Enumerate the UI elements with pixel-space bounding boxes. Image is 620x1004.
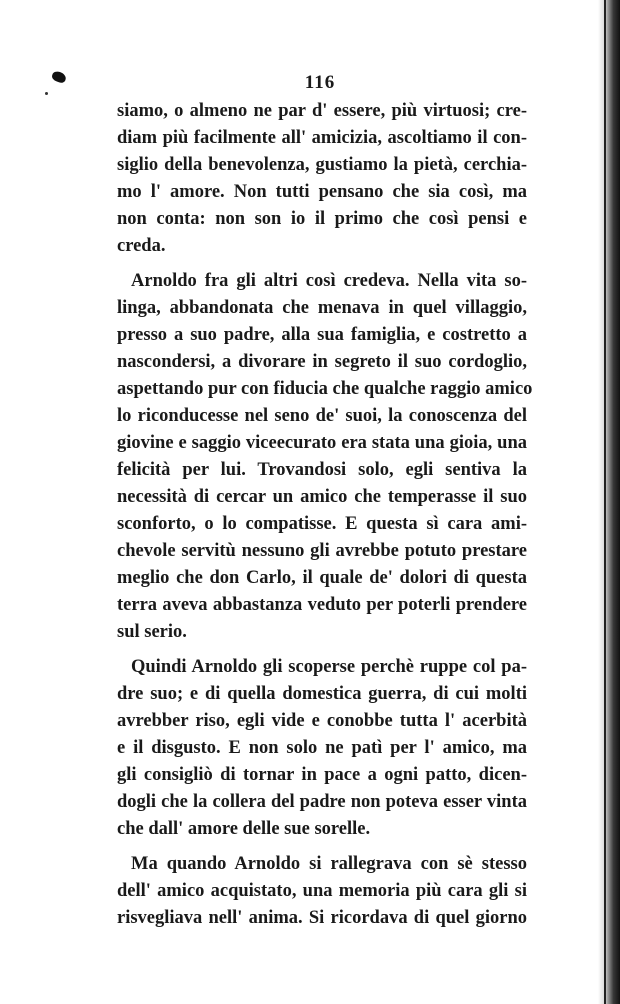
- text-line: dre suo; e di quella domestica guerra, di cui molti: [117, 684, 527, 704]
- text-line: sconforto, o lo compatisse. E questa sì cara ami-: [117, 514, 527, 534]
- text-line: che dall' amore delle sue sorelle.: [117, 819, 371, 839]
- text-line: aspettando pur con fiducia che qualche raggio amico: [117, 379, 533, 399]
- paragraph-gap: [117, 843, 527, 851]
- text-line: Ma quando Arnoldo si rallegrava con sè stesso: [131, 854, 527, 874]
- text-line: necessità di cercar un amico che temperasse il suo: [117, 487, 527, 507]
- text-line: felicità per lui. Trovandosi solo, egli sentiva la: [117, 460, 527, 480]
- text-line: risvegliava nell' anima. Si ricordava di quel giorno: [117, 908, 527, 928]
- text-line: siglio della benevolenza, gustiamo la pietà, cerchia-: [117, 155, 527, 175]
- text-line: e il disgusto. E non solo ne patì per l' amico, ma: [117, 738, 527, 758]
- body-text: [117, 98, 533, 932]
- page-number: 116: [304, 72, 336, 93]
- text-line: avrebber riso, egli vide e conobbe tutta l' acerbità: [117, 711, 527, 731]
- text-line: chevole servitù nessuno gli avrebbe potuto prestare: [117, 541, 527, 561]
- text-line: creda.: [117, 236, 166, 256]
- paragraph: [117, 98, 527, 260]
- paragraph: [117, 654, 527, 843]
- text-line: siamo, o almeno ne par d' essere, più virtuosi; cre-: [117, 101, 527, 121]
- paragraph-gap: [117, 260, 527, 268]
- text-line: lo riconducesse nel seno de' suoi, la conoscenza del: [117, 406, 527, 426]
- paragraph: [117, 268, 533, 646]
- paragraph: [117, 851, 527, 932]
- text-line: dogli che la collera del padre non poteva esser vinta: [117, 792, 527, 812]
- page-edge-line: [604, 0, 606, 1004]
- text-line: giovine e saggio viceecurato era stata una gioia, una: [117, 433, 527, 453]
- text-line: mo l' amore. Non tutti pensano che sia così, ma: [117, 182, 527, 202]
- text-line: meglio che don Carlo, il quale de' dolori di questa: [117, 568, 527, 588]
- text-line: non conta: non son io il primo che così pensi e: [117, 209, 527, 229]
- text-line: diam più facilmente all' amicizia, ascoltiamo il con-: [117, 128, 527, 148]
- text-line: Arnoldo fra gli altri così credeva. Nella vita so-: [131, 271, 527, 291]
- text-line: gli consigliò di tornar in pace a ogni patto, dicen-: [117, 765, 527, 785]
- text-line: dell' amico acquistato, una memoria più cara gli si: [117, 881, 527, 901]
- text-line: nascondersi, a divorare in segreto il suo cordoglio,: [117, 352, 527, 372]
- paragraph-gap: [117, 646, 527, 654]
- text-line: linga, abbandonata che menava in quel villaggio,: [117, 298, 527, 318]
- text-line: Quindi Arnoldo gli scoperse perchè ruppe col pa-: [131, 657, 527, 677]
- text-line: presso a suo padre, alla sua famiglia, e costretto a: [117, 325, 527, 345]
- text-line: sul serio.: [117, 622, 187, 642]
- page-edge-shadow: [598, 0, 620, 1004]
- text-line: terra aveva abbastanza veduto per poterli prendere: [117, 595, 527, 615]
